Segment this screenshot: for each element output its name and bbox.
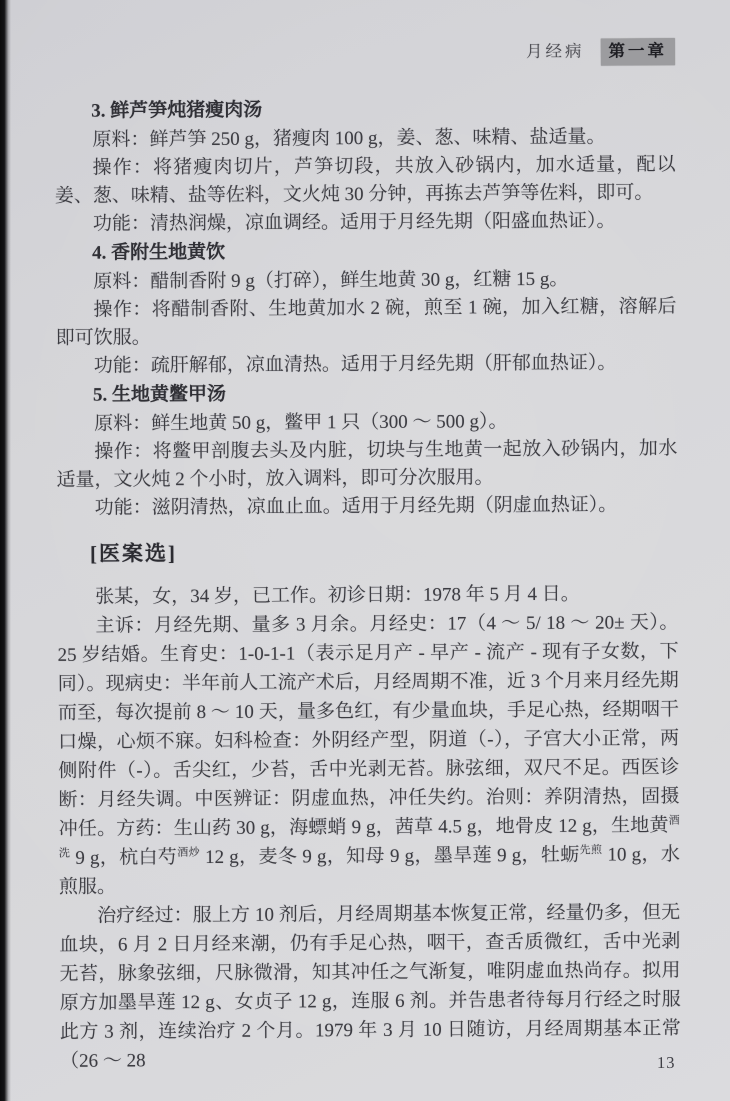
- case-text-segment: 12 g，麦冬 9 g，知母 9 g，墨旱莲 9 g，牡蛎: [199, 844, 580, 869]
- book-edge-shadow: [0, 0, 11, 1101]
- case-section-heading: [医案选]: [89, 541, 178, 566]
- recipe-title-4: 4. 香附生地黄饮: [92, 241, 226, 264]
- herb-preparation-superscript: 酒炒: [177, 846, 201, 859]
- recipe-method: 操作：将鳖甲剖腹去头及内脏，切块与生地黄一起放入砂锅内，加水适量，文火炖 2 个小时，放入调料，即可分次服用。: [56, 438, 678, 491]
- case-section: [57, 579, 681, 1076]
- page-number: 13: [656, 1052, 676, 1073]
- recipe-ingredients: 原料：醋制香附 9 g（打碎），鲜生地黄 30 g，红糖 15 g。: [93, 268, 569, 293]
- recipe-ingredients: 原料：鲜芦笋 250 g，猪瘦肉 100 g，姜、葱、味精、盐适量。: [92, 126, 606, 151]
- herb-preparation-superscript: 先煎: [579, 844, 603, 857]
- recipe-function: 功能：清热润燥，凉血调经。适用于月经先期（阳盛血热证）。: [92, 210, 616, 235]
- case-text-segment: 9 g，杭白芍: [70, 847, 178, 869]
- recipe-method: 操作：将醋制香附、生地黄加水 2 碗，煎至 1 碗，加入红糖，溶解后即可饮服。: [55, 296, 677, 349]
- case-text-segment: 主诉：月经先期、量多 3 月余。月经史：17（4 ～ 5/ 18 ～ 20± 天）。25 岁结婚。生育史：1-0-1-1（表示足月产 - 早产 - 流产 - 现有子女数，下同）。现病史：半年前人工流产术后，月经周期不准，近 3 个月来月经先期而至，每次提前 8 ～ 10 天，量多色红，有少量血块，手足心热，经期咽干口燥，心烦不寐。妇科检查：外阴经产型，阴道（-），子宫大小正常，两侧附件（-）。舌尖红，少苔，舌中光剥无苔。脉弦细，双尺不足。西医诊断：月经失调。中医辨证：阴虚血热，冲任失约。治则：养阴清热，固摄冲任。方药：生山药 30 g，海螵蛸 9 g，茜草 4.5 g，地骨皮 12 g，生地黄: [57, 612, 680, 840]
- chapter-badge: 第一章: [600, 38, 675, 65]
- recipe-method: 操作：将猪瘦肉切片，芦笋切段，共放入砂锅内，加水适量，配以姜、葱、味精、盐等佐料，文火炖 30 分钟，再拣去芦笋等佐料，即可。: [54, 154, 676, 207]
- running-header: [54, 38, 675, 69]
- recipe-function: 功能：滋阴清热，凉血止血。适用于月经先期（阴虚血热证）。: [94, 494, 618, 519]
- case-treatment-course: 治疗经过：服上方 10 剂后，月经周期基本恢复正常，经量仍多，但无血块，6 月 2 日月经来潮，仍有手足心热，咽干，查舌质微红，舌中光剥无苔，脉象弦细，尺脉微滑，知其冲任之气渐复，唯阴虚血热尚存。拟用原方加墨旱莲 12 g、女贞子 12 g，连服 6 剂。并告患者待每月行经之时服此方 3 剂，连续治疗 2 个月。1979 年 3 月 10 日随访，月经周期基本正常（26 ～ 28: [59, 902, 681, 1072]
- recipe-ingredients: 原料：鲜生地黄 50 g，鳖甲 1 只（300 ～ 500 g）。: [94, 411, 508, 435]
- running-header-title: 月经病: [525, 41, 585, 62]
- recipe-title-5: 5. 生地黄鳖甲汤: [92, 383, 227, 406]
- page-content: [54, 38, 681, 1076]
- case-history-and-prescription: [57, 608, 680, 902]
- case-patient-intro: 张某，女，34 岁，已工作。初诊日期：1978 年 5 月 4 日。: [95, 583, 580, 608]
- recipe-function: 功能：疏肝解郁，凉血清热。适用于月经先期（肝郁血热证）。: [93, 352, 617, 377]
- recipes-section: [54, 93, 678, 523]
- recipe-title-3: 3. 鲜芦笋炖猪瘦肉汤: [91, 99, 263, 122]
- case-text-segment: 10 g，水煎服。: [58, 844, 680, 898]
- herb-preparation-superscript: 酒洗: [58, 814, 680, 860]
